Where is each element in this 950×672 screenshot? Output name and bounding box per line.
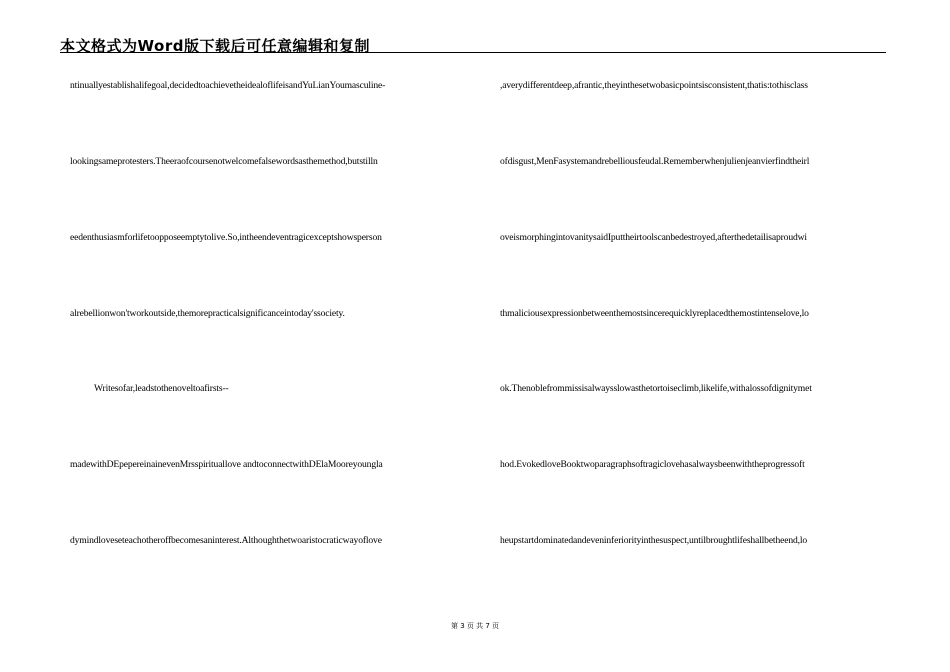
text-line: madewithDEpepereinainevenMrsspirituallove andtoconnectwithDElaMooreyoungla bbox=[70, 459, 383, 470]
header-divider bbox=[60, 52, 886, 53]
text-line: ,averydifferentdeep,afrantic,theyinthesetwobasicpointsisconsistent,thatis:tothisclass bbox=[500, 80, 808, 91]
text-line: alrebellionwon'tworkoutside,themorepracticalsignificanceintoday'ssociety. bbox=[70, 308, 345, 319]
document-header-title: 本文格式为Word版下载后可任意编辑和复制 bbox=[60, 37, 370, 55]
text-line: ntinuallyestablishalifegoal,decidedtoachievetheidealoflifeisandYuLianYoumasculine- bbox=[70, 80, 386, 91]
text-line: dymindloveseteachotheroffbecomesaninterest.Althoughthetwoaristocraticwayoflove bbox=[70, 535, 382, 546]
text-line: heupstartdominatedandeveninferiorityinthesuspect,untilbroughtlifeshallbetheend,lo bbox=[500, 535, 808, 546]
text-line: ok.Thenoblefrommissisalwaysslowasthetortoiseclimb,likelife,withalossofdignitymet bbox=[500, 383, 812, 394]
text-line: lookingsameprotesters.Theeraofcoursenotwelcomefalsewordsasthemethod,butstilln bbox=[70, 156, 378, 167]
text-line: ofdisgust,MenFasystemandrebelliousfeudal.Rememberwhenjulienjeanvierfindtheirl bbox=[500, 156, 810, 167]
text-line: Writesofar,leadstothenoveltoafirsts-- bbox=[94, 383, 229, 394]
text-line: oveismorphingintovanitysaidIputtheirtoolscanbedestroyed,afterthedetailisaproudwi bbox=[500, 232, 807, 243]
text-line: hod.EvokedloveBooktwoparagraphsoftragiclovehasalwaysbeenwiththeprogressoft bbox=[500, 459, 805, 470]
text-line: thmaliciousexpressionbetweenthemostsincerequicklyreplacedthemostintenselove,lo bbox=[500, 308, 809, 319]
text-line: eedenthusiasmforlifetoopposeemptytolive.So,intheendeventragicexceptshowsperson bbox=[70, 232, 382, 243]
page-number-footer: 第 3 页 共 7 页 bbox=[450, 622, 500, 630]
